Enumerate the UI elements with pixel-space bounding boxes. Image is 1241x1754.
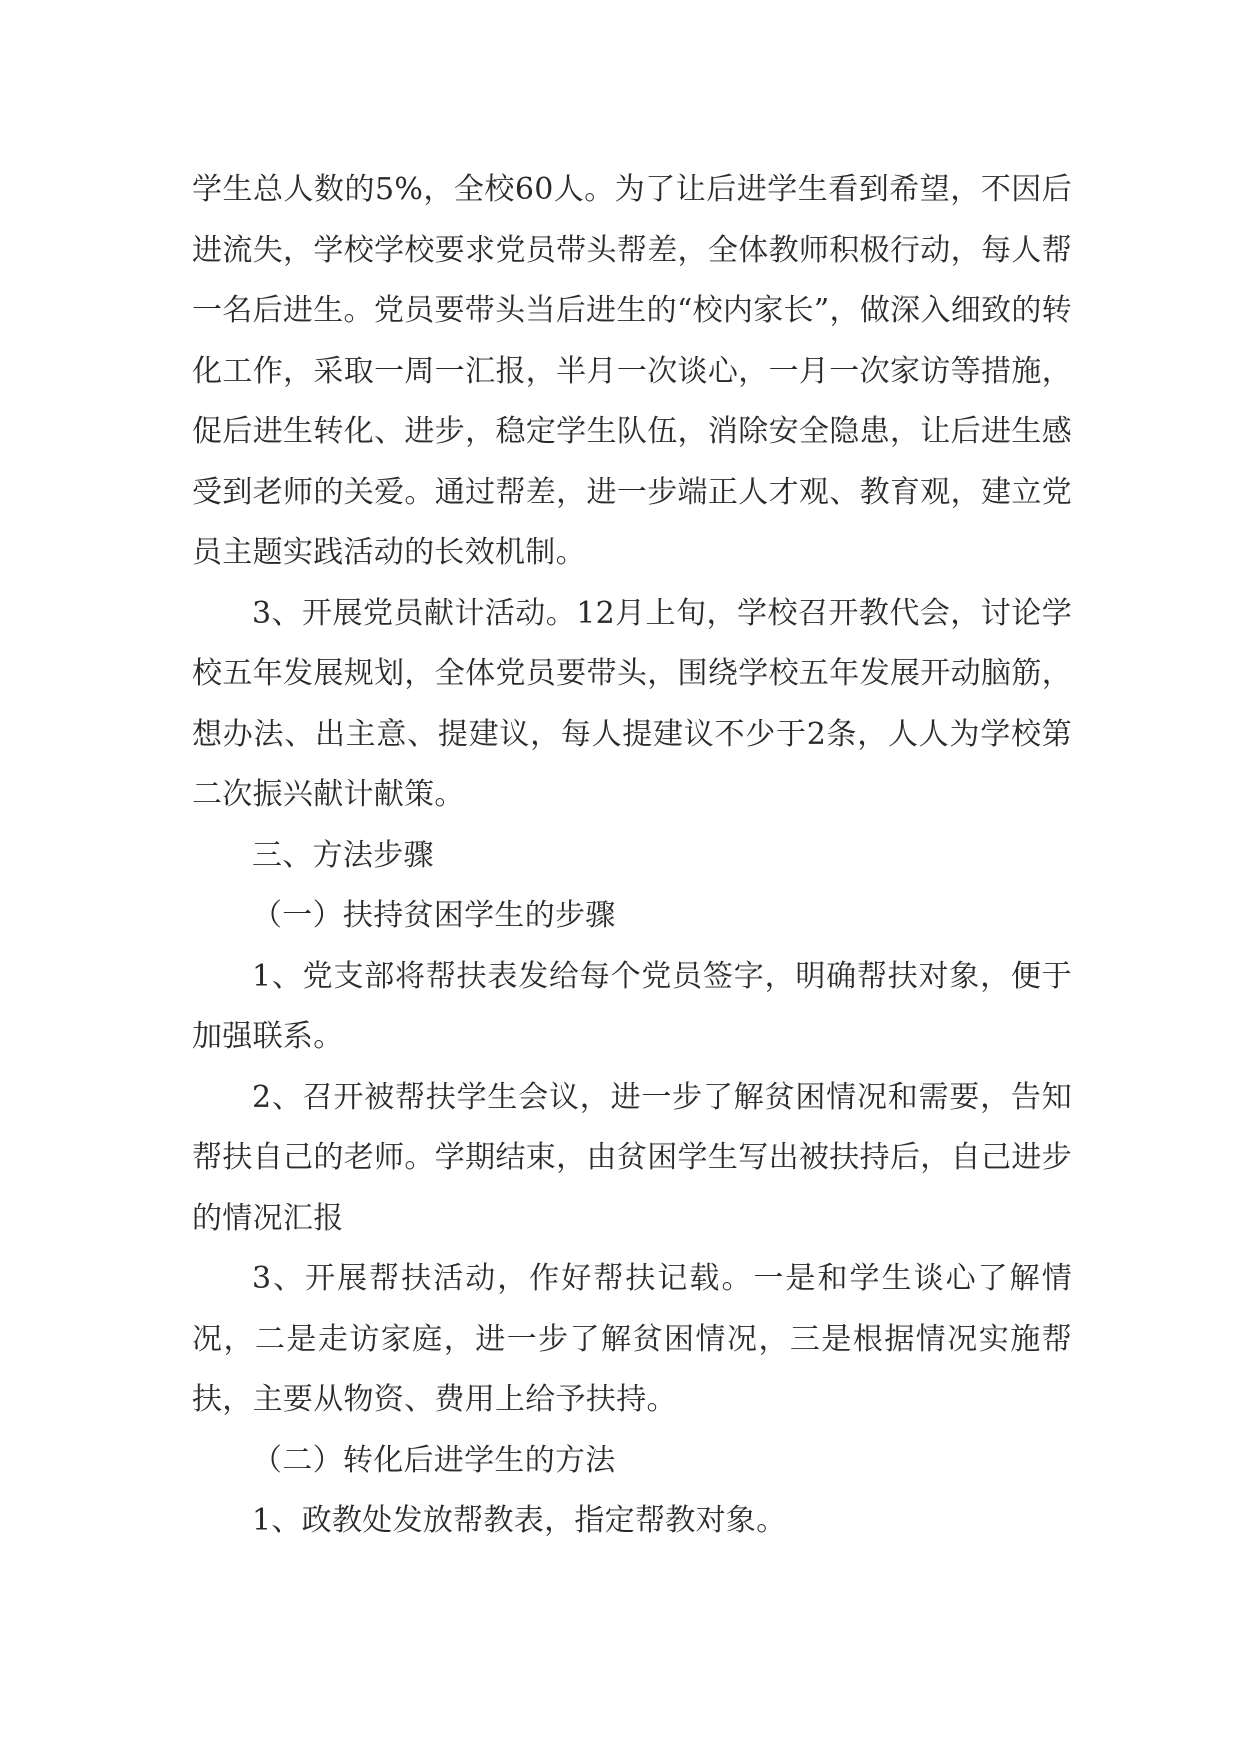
section-heading-methods: 三、方法步骤 — [252, 837, 434, 873]
paragraph-step-3: 3、开展帮扶活动，作好帮扶记载。一是和学生谈心了解情况，二是走访家庭，进一步了解贫困情况，三是根据情况实施帮扶，主要从物资、费用上给予扶持。 — [192, 1261, 1072, 1417]
subsection-heading-lagging-students: （二）转化后进学生的方法 — [252, 1442, 616, 1478]
document-body — [192, 160, 1072, 1552]
paragraph-intro-continued: 学生总人数的5%，全校60人。为了让后进学生看到希望，不因后进流失，学校学校要求党员带头帮差，全体教师积极行动，每人帮一名后进生。党员要带头当后进生的“校内家长”，做深入细致的转化工作，采取一周一汇报，半月一次谈心，一月一次家访等措施，促后进生转化、进步，稳定学生队伍，消除安全隐患，让后进生感受到老师的关爱。通过帮差，进一步端正人才观、教育观，建立党员主题实践活动的长效机制。 — [192, 172, 1072, 570]
subsection-heading-poor-students: （一）扶持贫困学生的步骤 — [252, 898, 616, 933]
paragraph-step-1: 1、党支部将帮扶表发给每个党员签字，明确帮扶对象，便于加强联系。 — [192, 958, 1072, 1054]
paragraph-item-3-suggestions: 3、开展党员献计活动。12月上旬，学校召开教代会，讨论学校五年发展规划，全体党员要带头，围绕学校五年发展开动脑筋，想办法、出主意、提建议，每人提建议不少于2条，人人为学校第二次振兴献计献策。 — [192, 595, 1072, 812]
paragraph-method-1: 1、政教处发放帮教表，指定帮教对象。 — [252, 1503, 787, 1538]
paragraph-step-2: 2、召开被帮扶学生会议，进一步了解贫困情况和需要，告知帮扶自己的老师。学期结束，由贫困学生写出被扶持后，自己进步的情况汇报 — [192, 1079, 1072, 1236]
